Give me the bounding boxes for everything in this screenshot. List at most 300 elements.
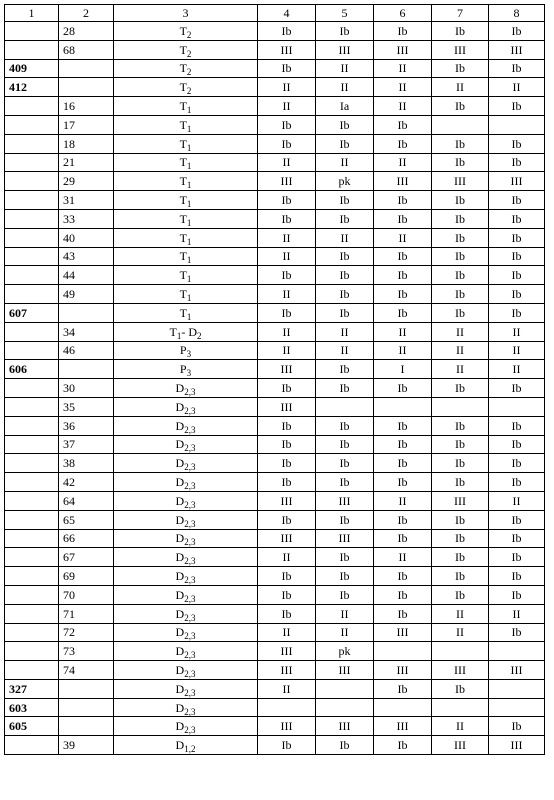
- table-cell: II: [432, 322, 489, 341]
- table-cell: Ib: [316, 567, 374, 586]
- table-cell: II: [258, 285, 316, 304]
- table-cell: Ib: [258, 209, 316, 228]
- table-cell: Ib: [374, 454, 432, 473]
- table-cell: 606: [5, 360, 59, 379]
- table-cell: [59, 59, 114, 78]
- table-cell: $T_1$: [114, 172, 258, 191]
- table-cell: [5, 40, 59, 59]
- table-cell: $T_1$: [114, 228, 258, 247]
- table-cell: $T_1$: [114, 134, 258, 153]
- table-cell: [5, 209, 59, 228]
- table-cell: $T_2$: [114, 40, 258, 59]
- table-cell: [374, 642, 432, 661]
- table-cell: [5, 416, 59, 435]
- table-cell: 67: [59, 548, 114, 567]
- table-cell: [59, 679, 114, 698]
- table-cell: [5, 134, 59, 153]
- table-cell: [5, 153, 59, 172]
- table-cell: $D_{2,3}$: [114, 717, 258, 736]
- table-cell: [5, 341, 59, 360]
- table-cell: 70: [59, 585, 114, 604]
- table-row: [5, 548, 545, 567]
- table-cell: III: [258, 40, 316, 59]
- table-cell: III: [432, 661, 489, 680]
- table-cell: III: [489, 40, 545, 59]
- table-cell: [432, 698, 489, 717]
- table-cell: Ib: [374, 416, 432, 435]
- table-cell: $T_1$: [114, 191, 258, 210]
- table-cell: III: [489, 736, 545, 755]
- table-cell: [5, 397, 59, 416]
- table-cell: Ib: [432, 59, 489, 78]
- table-cell: $T_1$: [114, 209, 258, 228]
- table-cell: 28: [59, 22, 114, 41]
- table-cell: Ib: [374, 191, 432, 210]
- table-cell: $D_{2,3}$: [114, 435, 258, 454]
- table-cell: 46: [59, 341, 114, 360]
- table-cell: [59, 360, 114, 379]
- table-cell: II: [489, 604, 545, 623]
- table-cell: $D_{1,2}$: [114, 736, 258, 755]
- table-cell: II: [432, 341, 489, 360]
- table-cell: Ib: [258, 22, 316, 41]
- table-cell: II: [258, 322, 316, 341]
- table-cell: Ib: [432, 454, 489, 473]
- table-cell: III: [258, 529, 316, 548]
- table-cell: Ib: [316, 191, 374, 210]
- column-header: 4: [258, 5, 316, 22]
- table-cell: Ib: [374, 247, 432, 266]
- table-cell: Ib: [374, 115, 432, 134]
- table-row: [5, 585, 545, 604]
- table-cell: $T_1-$ $D_2$: [114, 322, 258, 341]
- table-cell: [5, 247, 59, 266]
- table-row: [5, 285, 545, 304]
- table-row: [5, 491, 545, 510]
- table-row: [5, 22, 545, 41]
- header-row: [5, 5, 545, 22]
- table-cell: Ib: [489, 717, 545, 736]
- table-row: [5, 510, 545, 529]
- table-cell: II: [316, 604, 374, 623]
- table-cell: 29: [59, 172, 114, 191]
- table-cell: II: [374, 59, 432, 78]
- table-row: [5, 567, 545, 586]
- table-row: [5, 191, 545, 210]
- table-cell: II: [316, 322, 374, 341]
- table-row: [5, 209, 545, 228]
- table-cell: [5, 736, 59, 755]
- table-cell: [5, 454, 59, 473]
- table-cell: Ib: [374, 473, 432, 492]
- table-row: [5, 736, 545, 755]
- table-cell: Ib: [432, 303, 489, 322]
- table-cell: Ib: [316, 435, 374, 454]
- table-cell: 37: [59, 435, 114, 454]
- table-cell: Ib: [374, 736, 432, 755]
- table-cell: Ib: [432, 416, 489, 435]
- table-cell: II: [316, 78, 374, 97]
- table-row: [5, 59, 545, 78]
- table-cell: $T_2$: [114, 78, 258, 97]
- table-cell: [5, 97, 59, 116]
- table-cell: Ib: [374, 604, 432, 623]
- table-cell: Ib: [432, 379, 489, 398]
- table-cell: 66: [59, 529, 114, 548]
- table-row: [5, 604, 545, 623]
- table-cell: 42: [59, 473, 114, 492]
- table-cell: Ib: [316, 209, 374, 228]
- table-cell: [59, 303, 114, 322]
- table-cell: II: [489, 360, 545, 379]
- table-cell: Ib: [489, 134, 545, 153]
- table-cell: $D_{2,3}$: [114, 679, 258, 698]
- table-cell: 65: [59, 510, 114, 529]
- table-cell: Ib: [489, 454, 545, 473]
- table-cell: Ib: [258, 435, 316, 454]
- table-cell: Ib: [374, 567, 432, 586]
- table-cell: [5, 435, 59, 454]
- table-cell: 36: [59, 416, 114, 435]
- table-cell: Ib: [432, 209, 489, 228]
- table-cell: 74: [59, 661, 114, 680]
- table-cell: Ib: [432, 435, 489, 454]
- table-cell: [489, 115, 545, 134]
- table-cell: [5, 22, 59, 41]
- table-cell: Ib: [432, 285, 489, 304]
- table-cell: 72: [59, 623, 114, 642]
- table-row: [5, 303, 545, 322]
- table-cell: $D_{2,3}$: [114, 491, 258, 510]
- table-cell: II: [374, 97, 432, 116]
- table-cell: Ib: [489, 22, 545, 41]
- table-cell: III: [258, 661, 316, 680]
- table-row: [5, 661, 545, 680]
- table-cell: II: [316, 341, 374, 360]
- table-cell: Ib: [374, 134, 432, 153]
- table-cell: III: [258, 491, 316, 510]
- table-row: [5, 115, 545, 134]
- table-cell: II: [258, 97, 316, 116]
- table-cell: [489, 679, 545, 698]
- table-cell: [5, 642, 59, 661]
- table-cell: Ib: [489, 209, 545, 228]
- table-cell: Ib: [374, 679, 432, 698]
- table-cell: 409: [5, 59, 59, 78]
- table-cell: III: [258, 642, 316, 661]
- table-cell: Ib: [316, 416, 374, 435]
- table-cell: III: [258, 172, 316, 191]
- table-cell: Ib: [374, 209, 432, 228]
- table-cell: II: [316, 623, 374, 642]
- table-cell: Ib: [432, 97, 489, 116]
- table-cell: 40: [59, 228, 114, 247]
- table-cell: 71: [59, 604, 114, 623]
- table-cell: $T_2$: [114, 22, 258, 41]
- table-cell: Ib: [432, 548, 489, 567]
- table-cell: Ib: [432, 153, 489, 172]
- table-cell: Ib: [316, 115, 374, 134]
- table-cell: [5, 266, 59, 285]
- table-cell: II: [374, 491, 432, 510]
- table-cell: [5, 548, 59, 567]
- column-header: 1: [5, 5, 59, 22]
- table-cell: [5, 322, 59, 341]
- table-cell: Ib: [489, 59, 545, 78]
- table-cell: Ib: [489, 228, 545, 247]
- table-cell: $D_{2,3}$: [114, 698, 258, 717]
- table-cell: Ib: [316, 454, 374, 473]
- table-cell: Ib: [258, 473, 316, 492]
- table-cell: II: [432, 78, 489, 97]
- table-cell: Ib: [432, 679, 489, 698]
- table-cell: [489, 698, 545, 717]
- table-row: [5, 454, 545, 473]
- table-cell: III: [374, 40, 432, 59]
- table-cell: [374, 698, 432, 717]
- table-cell: 412: [5, 78, 59, 97]
- table-cell: [5, 567, 59, 586]
- table-cell: 35: [59, 397, 114, 416]
- table-cell: Ib: [316, 548, 374, 567]
- table-cell: Ib: [489, 585, 545, 604]
- column-header: 2: [59, 5, 114, 22]
- table-cell: Ib: [489, 97, 545, 116]
- column-header: 7: [432, 5, 489, 22]
- table-cell: [5, 228, 59, 247]
- table-cell: [316, 397, 374, 416]
- table-cell: II: [432, 717, 489, 736]
- table-cell: [5, 661, 59, 680]
- table-cell: II: [258, 623, 316, 642]
- table-cell: Ib: [432, 191, 489, 210]
- table-row: [5, 322, 545, 341]
- table-cell: [5, 285, 59, 304]
- table-cell: Ib: [489, 435, 545, 454]
- table-body: [5, 5, 545, 755]
- table-cell: 43: [59, 247, 114, 266]
- table-cell: II: [258, 679, 316, 698]
- table-cell: Ib: [489, 416, 545, 435]
- table-cell: $D_{2,3}$: [114, 567, 258, 586]
- table-row: [5, 78, 545, 97]
- table-cell: Ib: [489, 247, 545, 266]
- table-row: [5, 228, 545, 247]
- table-cell: 17: [59, 115, 114, 134]
- table-cell: $T_1$: [114, 97, 258, 116]
- table-cell: [316, 698, 374, 717]
- table-cell: Ib: [258, 510, 316, 529]
- table-cell: $P_3$: [114, 360, 258, 379]
- table-cell: Ib: [432, 266, 489, 285]
- table-cell: Ib: [489, 285, 545, 304]
- table-cell: Ib: [258, 416, 316, 435]
- table-cell: Ib: [489, 191, 545, 210]
- table-cell: Ib: [258, 604, 316, 623]
- table-cell: II: [374, 153, 432, 172]
- table-row: [5, 360, 545, 379]
- table-cell: 327: [5, 679, 59, 698]
- column-header: 8: [489, 5, 545, 22]
- table-cell: Ib: [316, 510, 374, 529]
- table-cell: [258, 698, 316, 717]
- table-cell: [489, 397, 545, 416]
- table-cell: III: [489, 172, 545, 191]
- table-cell: Ib: [432, 510, 489, 529]
- table-cell: Ib: [374, 303, 432, 322]
- table-cell: II: [489, 322, 545, 341]
- table-cell: 605: [5, 717, 59, 736]
- table-cell: [5, 585, 59, 604]
- table-cell: [5, 529, 59, 548]
- table-cell: [5, 623, 59, 642]
- table-row: [5, 623, 545, 642]
- table-cell: Ib: [432, 247, 489, 266]
- table-cell: Ib: [258, 736, 316, 755]
- table-cell: II: [432, 604, 489, 623]
- table-cell: pk: [316, 172, 374, 191]
- table-row: [5, 717, 545, 736]
- table-cell: $D_{2,3}$: [114, 416, 258, 435]
- table-cell: $D_{2,3}$: [114, 379, 258, 398]
- table-cell: Ib: [258, 585, 316, 604]
- column-header: 5: [316, 5, 374, 22]
- table-cell: II: [432, 360, 489, 379]
- table-cell: Ib: [432, 134, 489, 153]
- table-cell: II: [258, 228, 316, 247]
- table-cell: Ib: [489, 623, 545, 642]
- table-cell: [5, 172, 59, 191]
- table-cell: III: [316, 529, 374, 548]
- table-cell: III: [432, 172, 489, 191]
- table-cell: 39: [59, 736, 114, 755]
- table-cell: $D_{2,3}$: [114, 454, 258, 473]
- table-cell: III: [316, 717, 374, 736]
- table-cell: $T_2$: [114, 59, 258, 78]
- column-header: 3: [114, 5, 258, 22]
- table-cell: II: [374, 341, 432, 360]
- table-row: [5, 97, 545, 116]
- table-cell: 64: [59, 491, 114, 510]
- table-cell: Ib: [489, 567, 545, 586]
- table-cell: III: [258, 360, 316, 379]
- table-cell: 73: [59, 642, 114, 661]
- table-cell: Ib: [489, 266, 545, 285]
- table-cell: 21: [59, 153, 114, 172]
- table-row: [5, 153, 545, 172]
- table-cell: Ib: [489, 303, 545, 322]
- table-cell: Ib: [316, 303, 374, 322]
- table-cell: Ib: [374, 435, 432, 454]
- table-cell: Ia: [316, 97, 374, 116]
- table-cell: [432, 397, 489, 416]
- table-cell: II: [489, 78, 545, 97]
- table-row: [5, 172, 545, 191]
- table-cell: III: [374, 661, 432, 680]
- table-cell: Ib: [316, 266, 374, 285]
- table-cell: $D_{2,3}$: [114, 642, 258, 661]
- table-cell: III: [374, 623, 432, 642]
- table-cell: Ib: [374, 285, 432, 304]
- table-cell: Ib: [258, 379, 316, 398]
- table-cell: [59, 717, 114, 736]
- table-cell: Ib: [258, 454, 316, 473]
- table-cell: $T_1$: [114, 247, 258, 266]
- table-cell: Ib: [258, 115, 316, 134]
- table-cell: [5, 491, 59, 510]
- table-cell: 603: [5, 698, 59, 717]
- table-cell: Ib: [316, 585, 374, 604]
- table-cell: Ib: [374, 529, 432, 548]
- table-cell: Ib: [374, 379, 432, 398]
- table-cell: pk: [316, 642, 374, 661]
- table-cell: II: [316, 228, 374, 247]
- table-cell: III: [374, 717, 432, 736]
- table-cell: [5, 379, 59, 398]
- table-cell: 34: [59, 322, 114, 341]
- table-cell: Ib: [316, 473, 374, 492]
- table-cell: $T_1$: [114, 303, 258, 322]
- table-cell: III: [432, 491, 489, 510]
- table-row: [5, 679, 545, 698]
- table-cell: Ib: [432, 567, 489, 586]
- table-cell: [59, 78, 114, 97]
- table-cell: III: [489, 661, 545, 680]
- table-cell: [5, 473, 59, 492]
- table-cell: Ib: [374, 585, 432, 604]
- table-cell: II: [374, 322, 432, 341]
- table-row: [5, 266, 545, 285]
- table-cell: Ib: [258, 567, 316, 586]
- table-cell: Ib: [489, 510, 545, 529]
- table-cell: II: [258, 247, 316, 266]
- table-cell: II: [258, 78, 316, 97]
- table-cell: Ib: [374, 510, 432, 529]
- table-cell: 18: [59, 134, 114, 153]
- table-row: [5, 247, 545, 266]
- table-cell: Ib: [432, 585, 489, 604]
- table-cell: I: [374, 360, 432, 379]
- table-cell: III: [316, 40, 374, 59]
- table-cell: [5, 510, 59, 529]
- table-cell: $D_{2,3}$: [114, 585, 258, 604]
- table-cell: 68: [59, 40, 114, 59]
- table-cell: II: [316, 153, 374, 172]
- table-cell: Ib: [316, 22, 374, 41]
- table-cell: Ib: [316, 134, 374, 153]
- table-cell: Ib: [316, 285, 374, 304]
- table-cell: [432, 642, 489, 661]
- table-cell: II: [489, 491, 545, 510]
- table-cell: II: [316, 59, 374, 78]
- table-row: [5, 435, 545, 454]
- table-cell: $D_{2,3}$: [114, 548, 258, 567]
- table-cell: Ib: [316, 736, 374, 755]
- table-cell: [5, 115, 59, 134]
- table-cell: $D_{2,3}$: [114, 397, 258, 416]
- table-cell: Ib: [489, 379, 545, 398]
- table-cell: III: [432, 40, 489, 59]
- table-row: [5, 379, 545, 398]
- table-cell: 38: [59, 454, 114, 473]
- table-cell: Ib: [316, 379, 374, 398]
- table-cell: $T_1$: [114, 115, 258, 134]
- table-cell: Ib: [489, 548, 545, 567]
- table-cell: II: [258, 153, 316, 172]
- table-row: [5, 341, 545, 360]
- table-cell: Ib: [258, 266, 316, 285]
- table-cell: 69: [59, 567, 114, 586]
